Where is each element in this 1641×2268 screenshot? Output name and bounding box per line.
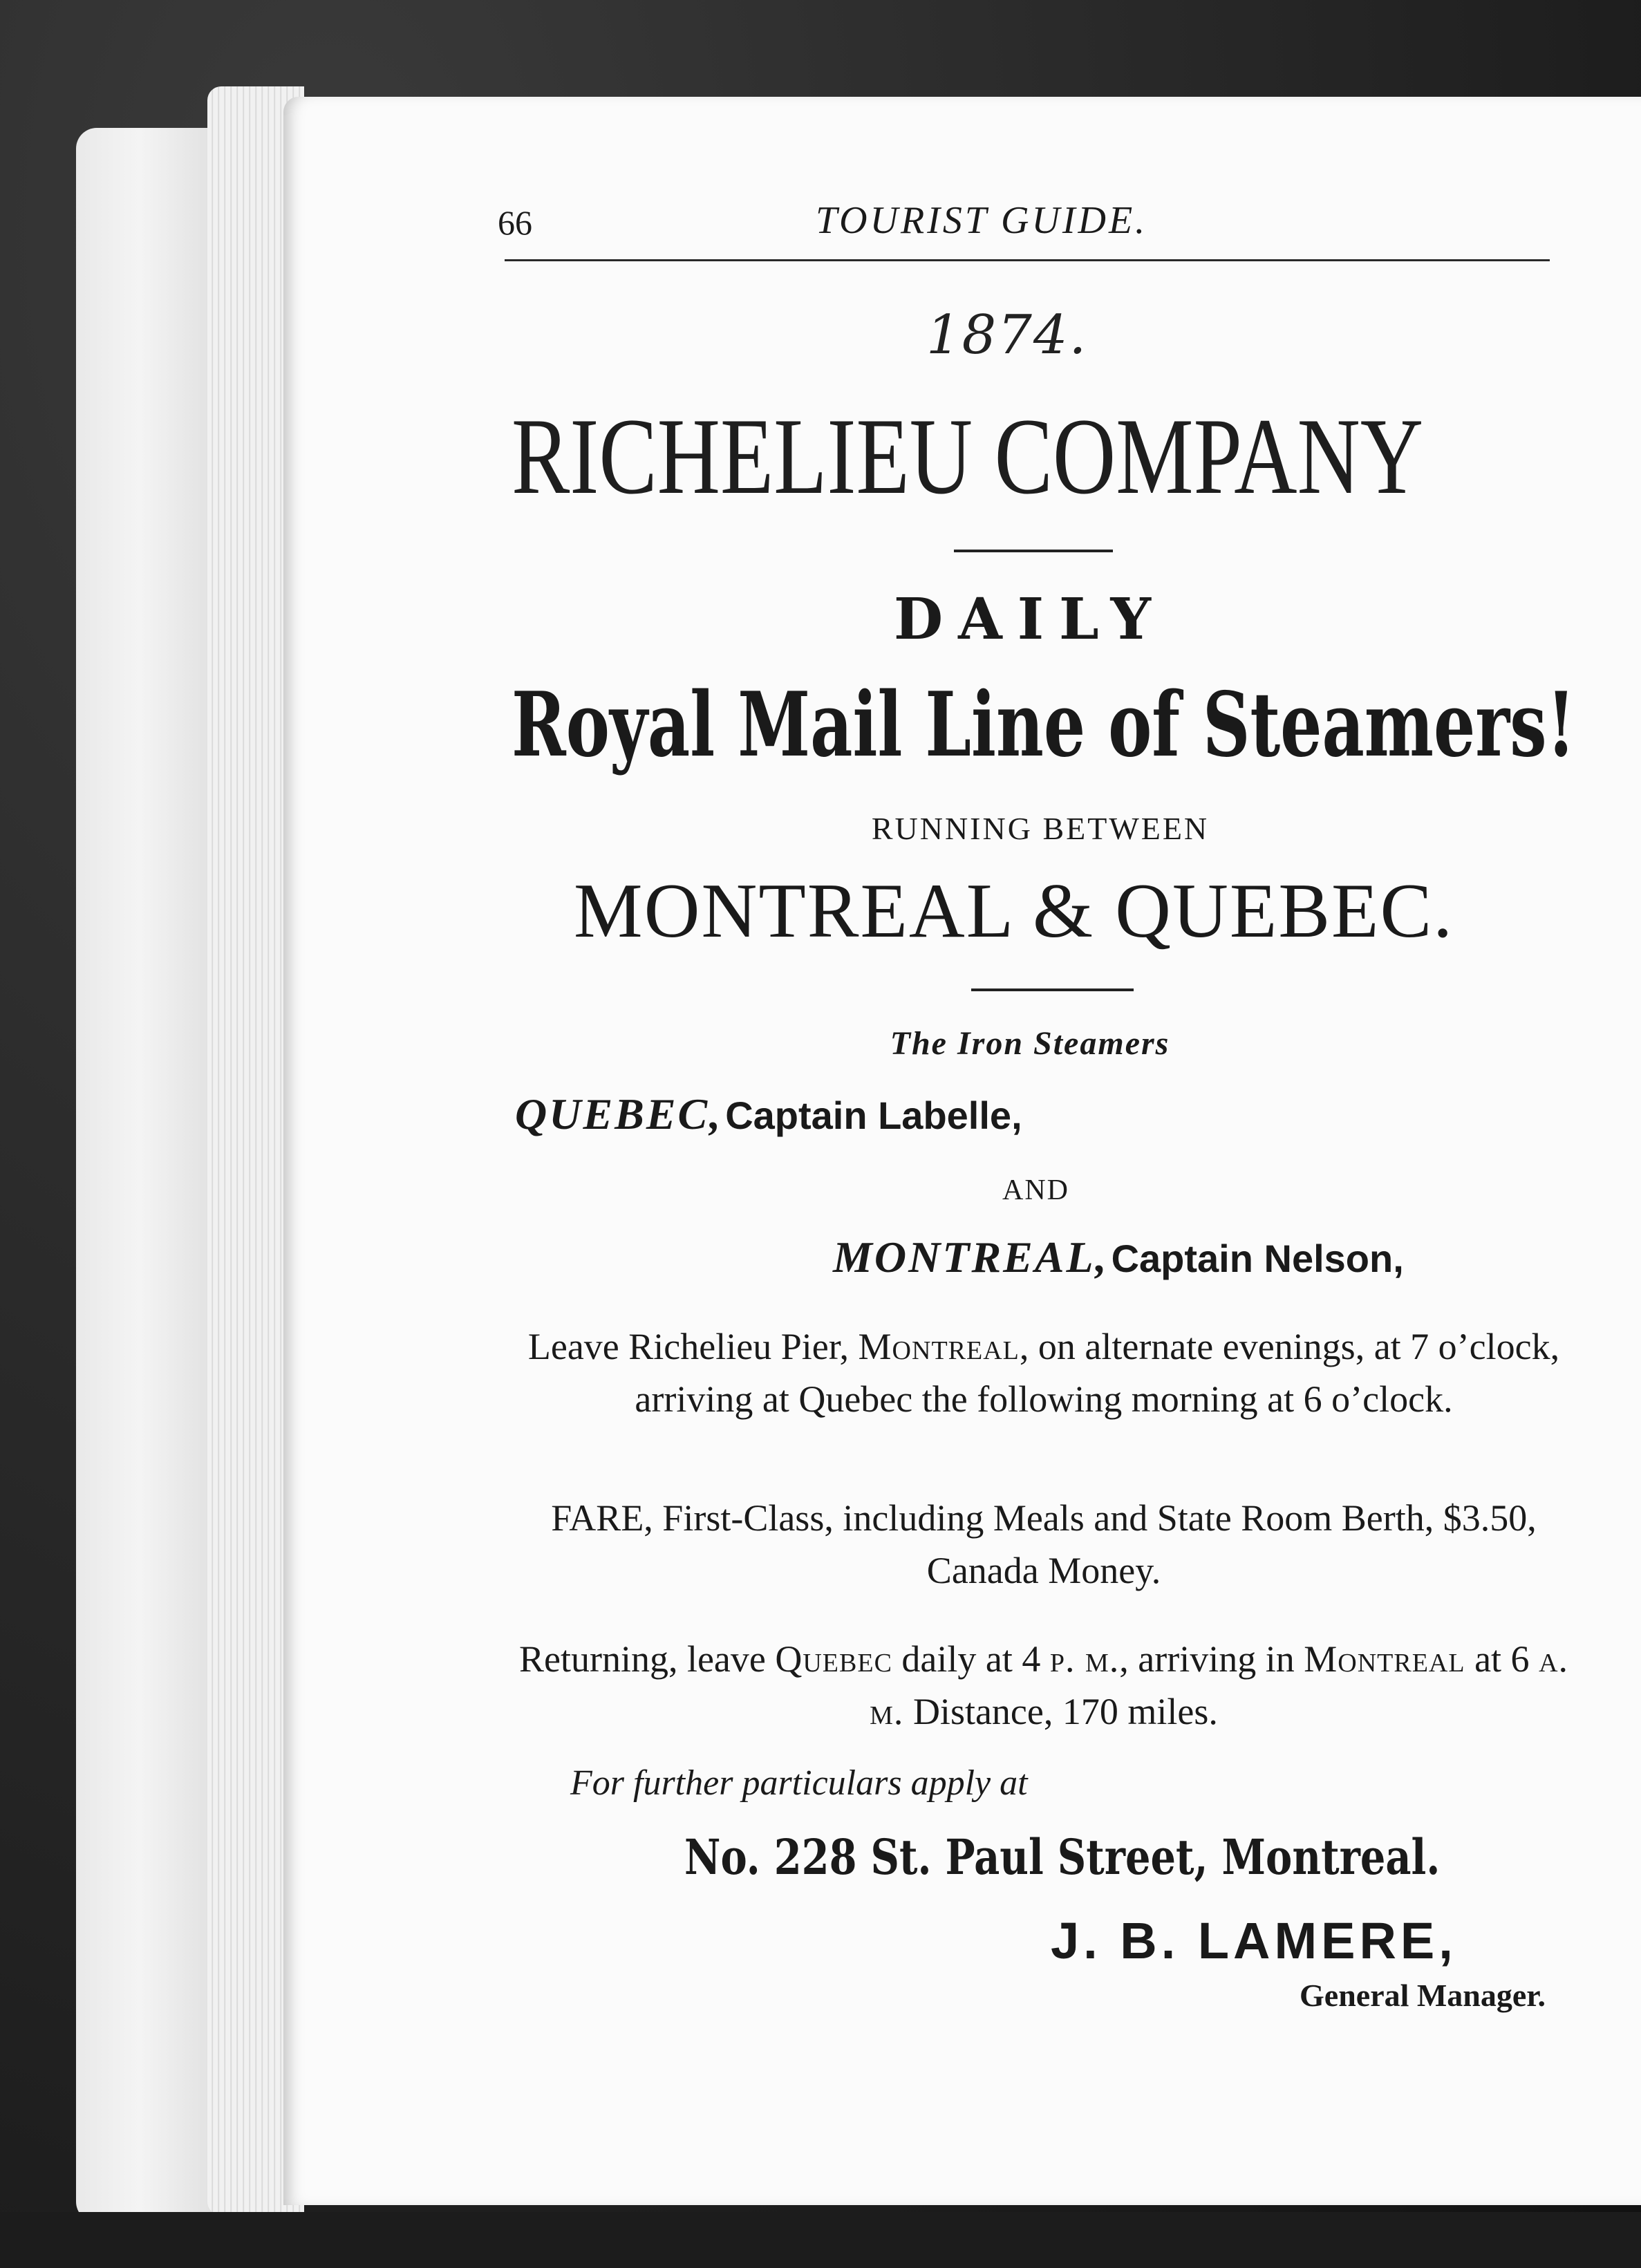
scan-bottom-edge bbox=[0, 2212, 1641, 2268]
headline: Royal Mail Line of Steamers! bbox=[512, 673, 1576, 777]
text-run: Quebec bbox=[775, 1638, 892, 1680]
text-run: daily at 4 bbox=[892, 1638, 1050, 1680]
returning-paragraph bbox=[518, 1633, 1569, 1738]
text-run: Distance, 170 miles. bbox=[903, 1691, 1218, 1732]
daily-heading: DAILY bbox=[893, 586, 1167, 653]
text-run: at 6 bbox=[1465, 1638, 1539, 1680]
ship-name: MONTREAL, bbox=[833, 1233, 1109, 1282]
ship-name: QUEBEC, bbox=[515, 1089, 723, 1138]
manager-title: General Manager. bbox=[1300, 1978, 1546, 2013]
steamer-quebec bbox=[515, 1089, 1022, 1140]
manager-name: J. B. LAMERE, bbox=[1051, 1912, 1457, 1969]
text-run: Leave Richelieu Pier, bbox=[527, 1326, 859, 1367]
page-number: 66 bbox=[498, 203, 532, 242]
text-run: , arriving in bbox=[1119, 1638, 1304, 1680]
running-title: TOURIST GUIDE. bbox=[816, 199, 1148, 242]
text-run: Returning, leave bbox=[518, 1638, 776, 1680]
captain-name: Captain Labelle, bbox=[725, 1094, 1022, 1137]
running-between: RUNNING BETWEEN bbox=[871, 811, 1210, 846]
divider-rule bbox=[954, 550, 1113, 552]
handwritten-year: 1874. bbox=[926, 304, 1088, 366]
page-header bbox=[498, 197, 1548, 252]
fare-paragraph: FARE, First-Class, including Meals and State Room Berth, $3.50, Canada Money. bbox=[551, 1497, 1537, 1591]
header-rule bbox=[505, 259, 1550, 261]
address: No. 228 St. Paul Street, Montreal. bbox=[684, 1828, 1441, 1886]
text-run: a. m. bbox=[870, 1638, 1569, 1732]
iron-steamers-heading: The Iron Steamers bbox=[890, 1025, 1170, 1062]
captain-name: Captain Nelson, bbox=[1111, 1237, 1404, 1280]
further-particulars: For further particulars apply at bbox=[570, 1763, 1028, 1803]
divider-rule bbox=[971, 988, 1134, 991]
and-word: AND bbox=[1002, 1174, 1069, 1206]
text-run: p. m. bbox=[1049, 1638, 1120, 1680]
text-run: Montreal bbox=[858, 1326, 1020, 1367]
text-run: , on alternate evenings, at 7 o’clock, arriving at Quebec the following morning at 6 o’clock. bbox=[635, 1326, 1560, 1420]
route: MONTREAL & QUEBEC. bbox=[574, 868, 1454, 954]
text-run: Montreal bbox=[1304, 1638, 1465, 1680]
departure-paragraph bbox=[518, 1320, 1569, 1425]
company-name: RICHELIEU COMPANY bbox=[512, 396, 1424, 517]
steamer-montreal bbox=[833, 1232, 1404, 1283]
